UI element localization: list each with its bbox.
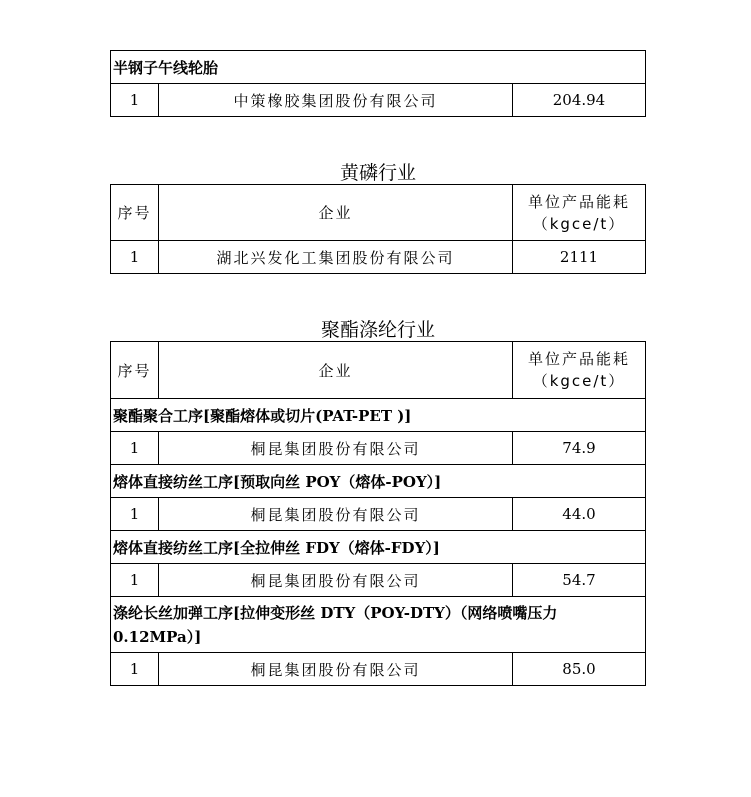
row-index: 1 (111, 432, 159, 465)
table-row (111, 564, 646, 597)
group-label-row (111, 597, 646, 653)
row-value: 85.0 (513, 653, 646, 686)
row-index: 1 (111, 241, 159, 274)
group-label: 涤纶长丝加弹工序[拉伸变形丝 DTY（POY-DTY）（网络喷嘴压力0.12MPa）] (111, 597, 646, 653)
row-company: 桐昆集团股份有限公司 (159, 432, 513, 465)
group-label-row (111, 531, 646, 564)
row-index: 1 (111, 653, 159, 686)
header-row (111, 342, 646, 399)
header-value (513, 342, 646, 399)
header-value (513, 185, 646, 241)
row-index: 1 (111, 564, 159, 597)
header-value-line1: 单位产品能耗 (527, 192, 630, 211)
header-company: 企业 (159, 342, 513, 399)
header-company: 企业 (159, 185, 513, 241)
row-company: 桐昆集团股份有限公司 (159, 564, 513, 597)
table-row (111, 498, 646, 531)
row-company: 桐昆集团股份有限公司 (159, 498, 513, 531)
header-index: 序号 (111, 185, 159, 241)
group-label-row (111, 399, 646, 432)
row-value: 74.9 (513, 432, 646, 465)
table-radial-tire (110, 50, 646, 117)
header-index: 序号 (111, 342, 159, 399)
row-company: 湖北兴发化工集团股份有限公司 (159, 241, 513, 274)
section-label-row (111, 51, 646, 84)
section-title-yellow-phosphorus: 黄磷行业 (339, 162, 416, 184)
row-value: 54.7 (513, 564, 646, 597)
table-row (111, 653, 646, 686)
header-value-line1: 单位产品能耗 (527, 350, 630, 368)
table-row (111, 432, 646, 465)
group-label: 熔体直接纺丝工序[全拉伸丝 FDY（熔体-FDY）] (111, 531, 646, 564)
row-index: 1 (111, 84, 159, 117)
table-row (111, 84, 646, 117)
header-value-line2: （kgce/t） (532, 214, 626, 233)
header-row (111, 185, 646, 241)
group-label: 聚酯聚合工序[聚酯熔体或切片(PAT-PET )] (111, 399, 646, 432)
table-row (111, 241, 646, 274)
row-value: 2111 (513, 241, 646, 274)
row-value: 44.0 (513, 498, 646, 531)
row-company: 桐昆集团股份有限公司 (159, 653, 513, 686)
row-index: 1 (111, 498, 159, 531)
group-label: 熔体直接纺丝工序[预取向丝 POY（熔体-POY）] (111, 465, 646, 498)
section-label: 半钢子午线轮胎 (111, 51, 646, 84)
row-company: 中策橡胶集团股份有限公司 (159, 84, 513, 117)
table-polyester (110, 341, 646, 686)
row-value: 204.94 (512, 84, 645, 117)
group-label-row (111, 465, 646, 498)
section-title-polyester: 聚酯涤纶行业 (320, 319, 435, 341)
header-value-line2: （kgce/t） (532, 372, 626, 390)
table-yellow-phosphorus (110, 184, 646, 274)
